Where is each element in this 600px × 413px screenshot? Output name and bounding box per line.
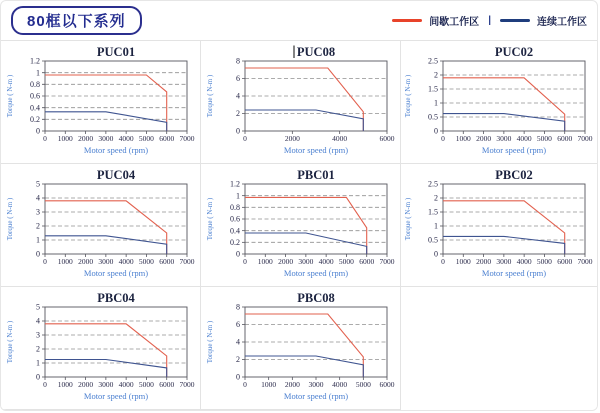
y-axis-label: Torque ( N-m ) [205, 320, 214, 364]
y-tick-label: 5 [35, 179, 40, 189]
y-tick-label: 6 [235, 74, 240, 84]
y-tick-label: 0 [35, 126, 40, 136]
chart-cell-pbc01 [201, 164, 401, 287]
series-line [443, 114, 565, 131]
x-tick-label: 0 [441, 257, 445, 266]
y-tick-label: 3 [35, 330, 40, 340]
x-tick-label: 6000 [379, 134, 394, 143]
chart-title: PBC04 [96, 291, 135, 305]
x-tick-label: 0 [42, 380, 47, 389]
y-tick-label: 4 [235, 337, 240, 347]
y-tick-label: 4 [35, 316, 40, 326]
x-tick-label: 0 [441, 134, 445, 143]
series-line [45, 236, 167, 254]
series-line [45, 324, 167, 377]
series-line [245, 68, 363, 131]
series-title-badge: 80框以下系列 [11, 6, 142, 35]
page-header [1, 1, 597, 40]
x-tick-label: 6000 [379, 380, 394, 389]
chart-cell-pbc04 [1, 287, 201, 410]
chart-pbc04 [3, 289, 199, 407]
x-tick-label: 3000 [308, 380, 323, 389]
x-tick-label: 5000 [355, 380, 371, 389]
x-axis-label: Motor speed (rpm) [283, 145, 348, 155]
y-axis-label: Torque ( N-m ) [404, 74, 412, 118]
y-tick-label: 5 [35, 302, 40, 312]
series-line [245, 233, 367, 254]
x-tick-label: 5000 [536, 257, 552, 266]
x-tick-label: 3000 [496, 257, 512, 266]
x-tick-label: 3000 [97, 134, 113, 143]
x-tick-label: 2000 [284, 380, 300, 389]
y-tick-label: 8 [235, 56, 240, 66]
y-tick-label: 2 [35, 344, 40, 354]
x-tick-label: 6000 [158, 257, 174, 266]
x-tick-label: 1000 [57, 134, 73, 143]
x-tick-label: 7000 [179, 134, 194, 143]
chart-pbc08 [203, 289, 399, 407]
x-axis-label: Motor speed (rpm) [83, 391, 148, 401]
x-tick-label: 7000 [577, 257, 593, 266]
x-tick-label: 6000 [557, 134, 573, 143]
legend-item-continuous [500, 13, 587, 28]
y-tick-label: 0.5 [428, 235, 438, 245]
x-tick-label: 2000 [77, 134, 93, 143]
x-tick-label: 4000 [516, 134, 532, 143]
x-tick-label: 5000 [338, 257, 354, 266]
x-tick-label: 2000 [476, 134, 492, 143]
y-tick-label: 0.4 [29, 103, 40, 113]
x-tick-label: 1000 [260, 380, 276, 389]
y-tick-label: 2 [235, 355, 240, 365]
y-tick-label: 0 [235, 372, 240, 382]
x-tick-label: 7000 [179, 380, 194, 389]
chart-puc02 [401, 43, 597, 161]
x-tick-label: 2000 [284, 134, 300, 143]
y-tick-label: 2.5 [428, 56, 438, 66]
legend-separator: | [488, 15, 491, 26]
series-line [245, 314, 363, 377]
y-tick-label: 0 [434, 249, 438, 259]
chart-title: PBC01 [296, 168, 335, 182]
x-tick-label: 0 [242, 380, 247, 389]
x-tick-label: 6000 [358, 257, 374, 266]
chart-pbc01 [203, 166, 399, 284]
series-line [45, 360, 167, 378]
x-tick-label: 0 [42, 134, 47, 143]
y-axis-label: Torque ( N-m ) [5, 197, 14, 241]
series-line [45, 112, 167, 131]
chart-cell-pbc02 [401, 164, 597, 287]
y-tick-label: 0.2 [229, 238, 240, 248]
chart-title: PUC04 [96, 168, 135, 182]
x-tick-label: 3000 [97, 257, 113, 266]
legend-label-intermittent: 间歇工作区 [429, 17, 480, 28]
x-tick-label: 0 [242, 134, 247, 143]
legend-item-intermittent [392, 13, 479, 28]
x-axis-label: Motor speed (rpm) [283, 268, 348, 278]
x-tick-label: 4000 [118, 134, 134, 143]
x-tick-label: 5000 [536, 134, 552, 143]
x-tick-label: 3000 [496, 134, 512, 143]
y-tick-label: 1.5 [428, 207, 438, 217]
y-tick-label: 0 [35, 249, 40, 259]
x-tick-label: 1000 [57, 380, 73, 389]
x-tick-label: 7000 [179, 257, 194, 266]
series-line [245, 197, 367, 254]
series-line [45, 201, 167, 254]
x-axis-label: Motor speed (rpm) [283, 391, 348, 401]
y-tick-label: 6 [235, 320, 240, 330]
empty-cell [401, 287, 597, 410]
chart-puc01 [3, 43, 199, 161]
x-tick-label: 4000 [118, 257, 134, 266]
y-tick-label: 2 [235, 109, 240, 119]
y-tick-label: 0 [235, 126, 240, 136]
y-tick-label: 1.2 [229, 179, 240, 189]
y-tick-label: 1.5 [428, 84, 438, 94]
y-tick-label: 0 [235, 249, 240, 259]
chart-cell-puc08 [201, 41, 401, 164]
y-tick-label: 1 [35, 68, 40, 78]
chart-title: PUC02 [494, 45, 534, 59]
y-axis-label: Torque ( N-m ) [205, 74, 214, 118]
x-axis-label: Motor speed (rpm) [481, 145, 547, 155]
x-tick-label: 2000 [77, 257, 93, 266]
x-tick-label: 6000 [158, 380, 174, 389]
chart-cell-puc02 [401, 41, 597, 164]
intermittent-line-swatch [392, 19, 422, 22]
x-tick-label: 7000 [577, 134, 593, 143]
x-tick-label: 2000 [476, 257, 492, 266]
y-tick-label: 0.5 [428, 112, 438, 122]
chart-pbc02 [401, 166, 597, 284]
legend [392, 13, 587, 28]
x-tick-label: 2000 [77, 380, 93, 389]
y-tick-label: 2 [434, 193, 438, 203]
x-tick-label: 0 [42, 257, 47, 266]
y-tick-label: 0 [35, 372, 40, 382]
x-tick-label: 1000 [455, 257, 471, 266]
continuous-line-swatch [500, 19, 530, 22]
x-tick-label: 4000 [516, 257, 532, 266]
x-tick-label: 3000 [97, 380, 113, 389]
chart-title: PUC08 [296, 45, 335, 59]
x-tick-label: 6000 [557, 257, 573, 266]
chart-title: PUC01 [96, 45, 135, 59]
x-tick-label: 1000 [455, 134, 471, 143]
x-tick-label: 5000 [138, 134, 154, 143]
y-tick-label: 2.5 [428, 179, 438, 189]
chart-cell-pbc08 [201, 287, 401, 410]
y-tick-label: 0.6 [229, 214, 240, 224]
series-line [443, 236, 565, 254]
y-tick-label: 3 [35, 207, 40, 217]
y-tick-label: 0 [434, 126, 438, 136]
x-tick-label: 0 [242, 257, 247, 266]
charts-grid [1, 40, 597, 410]
x-axis-label: Motor speed (rpm) [83, 268, 148, 278]
x-tick-label: 1000 [57, 257, 73, 266]
series-line [45, 75, 167, 131]
y-tick-label: 1 [35, 235, 40, 245]
y-axis-label: Torque ( N-m ) [404, 197, 412, 241]
x-tick-label: 2000 [277, 257, 293, 266]
x-tick-label: 4000 [331, 380, 347, 389]
y-axis-label: Torque ( N-m ) [5, 320, 14, 364]
x-tick-label: 4000 [118, 380, 134, 389]
x-axis-label: Motor speed (rpm) [481, 268, 547, 278]
y-tick-label: 1 [434, 98, 438, 108]
y-tick-label: 2 [434, 70, 438, 80]
y-tick-label: 1 [434, 221, 438, 231]
y-tick-label: 2 [35, 221, 40, 231]
y-axis-label: Torque ( N-m ) [205, 197, 214, 241]
series-line [443, 78, 565, 131]
chart-title: PBC08 [296, 291, 335, 305]
x-tick-label: 1000 [257, 257, 273, 266]
y-tick-label: 0.4 [229, 226, 240, 236]
y-tick-label: 1.2 [29, 56, 40, 66]
y-tick-label: 0.8 [29, 80, 40, 90]
chart-cell-puc01 [1, 41, 201, 164]
chart-title: PBC02 [495, 168, 533, 182]
x-tick-label: 3000 [297, 257, 313, 266]
y-tick-label: 1 [35, 358, 40, 368]
x-tick-label: 5000 [138, 257, 154, 266]
y-tick-label: 4 [235, 91, 240, 101]
x-tick-label: 6000 [158, 134, 174, 143]
y-tick-label: 0.8 [229, 203, 240, 213]
x-tick-label: 4000 [331, 134, 347, 143]
x-tick-label: 5000 [138, 380, 154, 389]
chart-puc08 [203, 43, 399, 161]
x-axis-label: Motor speed (rpm) [83, 145, 148, 155]
series-line [443, 201, 565, 254]
y-tick-label: 4 [35, 193, 40, 203]
y-tick-label: 8 [235, 302, 240, 312]
x-tick-label: 7000 [379, 257, 394, 266]
chart-cell-puc04 [1, 164, 201, 287]
y-axis-label: Torque ( N-m ) [5, 74, 14, 118]
chart-puc04 [3, 166, 199, 284]
legend-label-continuous: 连续工作区 [537, 17, 587, 28]
y-tick-label: 0.6 [29, 91, 40, 101]
x-tick-label: 4000 [318, 257, 334, 266]
y-tick-label: 0.2 [29, 115, 40, 125]
y-tick-label: 1 [235, 191, 240, 201]
